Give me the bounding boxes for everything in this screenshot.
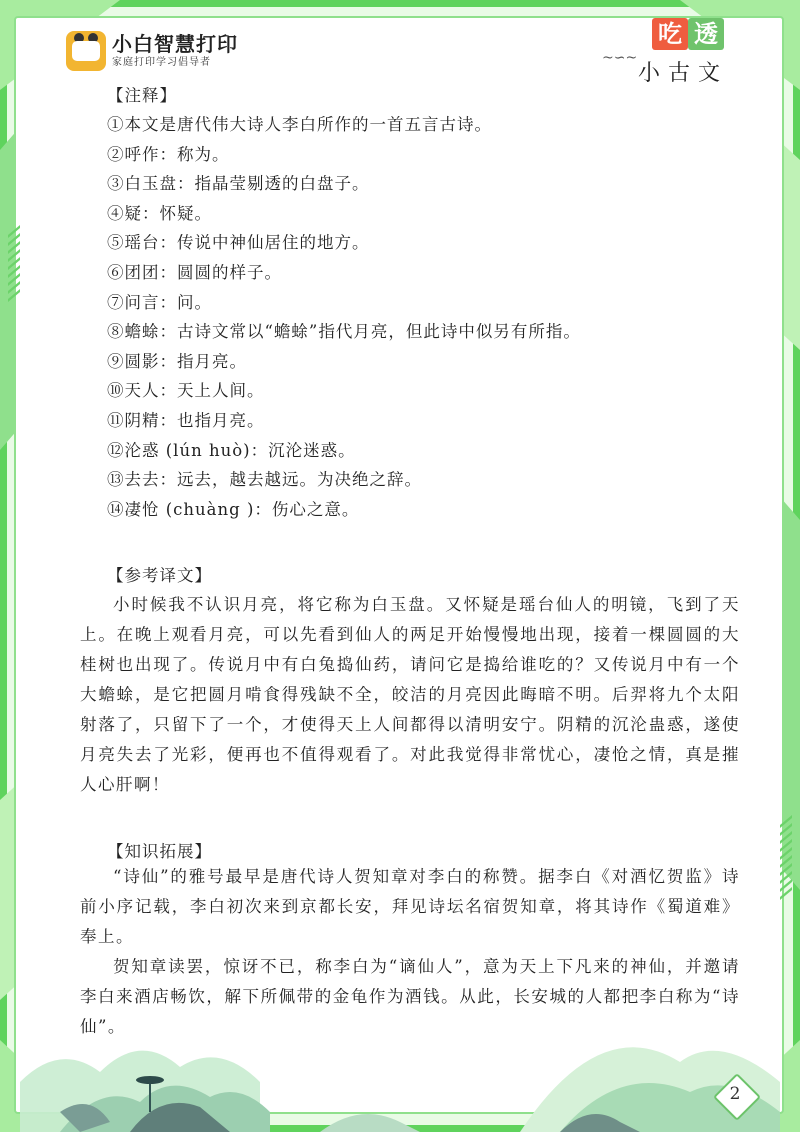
series-badge-left: 吃: [652, 18, 688, 50]
note-item: ⑬去去：远去，越去越远。为决绝之辞。: [107, 470, 422, 490]
translation-paragraph: 小时候我不认识月亮，将它称为白玉盘。又怀疑是瑶台仙人的明镜，飞到了天上。在晚上观看月亮，可以先看到仙人的两足开始慢慢地出现，接着一棵圆圆的大桂树也出现了。传说月中有白兔捣仙药，请问它是捣给谁吃的？又传说月中有一个大蟾蜍，是它把圆月啃食得残缺不全，皎洁的月亮因此晦暗不明。后羿将九个太阳射落了，只留下了一个，才使得天上人间都得以清明安宁。阴精的沉沦蛊惑，遂使月亮失去了光彩，便再也不值得观看了。对此我觉得非常忧心，凄怆之情，真是摧人心肝啊！: [80, 595, 740, 795]
note-item: ⑥团团：圆圆的样子。: [107, 262, 282, 282]
main-content: [80, 82, 740, 1042]
note-item: ⑦问言：问。: [107, 292, 212, 312]
notes-title: 【注释】: [107, 86, 177, 105]
page-number: 2: [729, 1084, 741, 1104]
note-item: ⑭凄怆 (chuàng )：伤心之意。: [107, 499, 360, 519]
left-stripe-decoration: [8, 230, 20, 302]
note-item: ④疑：怀疑。: [107, 203, 212, 223]
logo-title: 小白智慧打印: [112, 32, 238, 56]
note-item: ⑨圆影：指月亮。: [107, 351, 247, 371]
knowledge-paragraph: 贺知章读罢，惊讶不已，称李白为“谪仙人”，意为天上下凡来的神仙，并邀请李白来酒店畅饮，解下所佩带的金龟作为酒钱。从此，长安城的人都把李白称为“诗仙”。: [80, 957, 740, 1037]
note-item: ②呼作：称为。: [107, 144, 230, 164]
note-item: ③白玉盘：指晶莹剔透的白盘子。: [107, 174, 370, 194]
series-badge: [602, 14, 752, 86]
note-item: ⑫沦惑 (lún huò)：沉沦迷惑。: [107, 440, 356, 460]
cloud-swirl-icon: ~∽~: [602, 50, 638, 66]
mountain-scenery-decoration: [0, 972, 800, 1132]
note-item: ⑧蟾蜍：古诗文常以“蟾蜍”指代月亮，但此诗中似另有所指。: [107, 322, 581, 342]
note-item: ⑤瑶台：传说中神仙居住的地方。: [107, 233, 370, 253]
brand-logo: [66, 28, 238, 74]
series-name: 小古文: [638, 61, 729, 86]
note-item: ⑪阴精：也指月亮。: [107, 410, 265, 430]
knowledge-title: 【知识拓展】: [107, 842, 212, 862]
note-item: ⑩天人：天上人间。: [107, 381, 265, 401]
note-item: ①本文是唐代伟大诗人李白所作的一首五言古诗。: [107, 115, 492, 134]
logo-subtitle: 家庭打印学习倡导者: [112, 57, 211, 68]
right-stripe-decoration: [780, 820, 792, 900]
page-number-badge: [712, 1076, 758, 1114]
notes-list: [107, 110, 740, 524]
bunny-logo-icon: [66, 31, 106, 71]
knowledge-paragraph: “诗仙”的雅号最早是唐代诗人贺知章对李白的称赞。据李白《对酒忆贺监》诗前小序记载，李白初次来到京都长安，拜见诗坛名宿贺知章，将其诗作《蜀道难》奉上。: [80, 867, 740, 947]
translation-title: 【参考译文】: [107, 566, 212, 586]
series-badge-right: 透: [688, 18, 724, 50]
